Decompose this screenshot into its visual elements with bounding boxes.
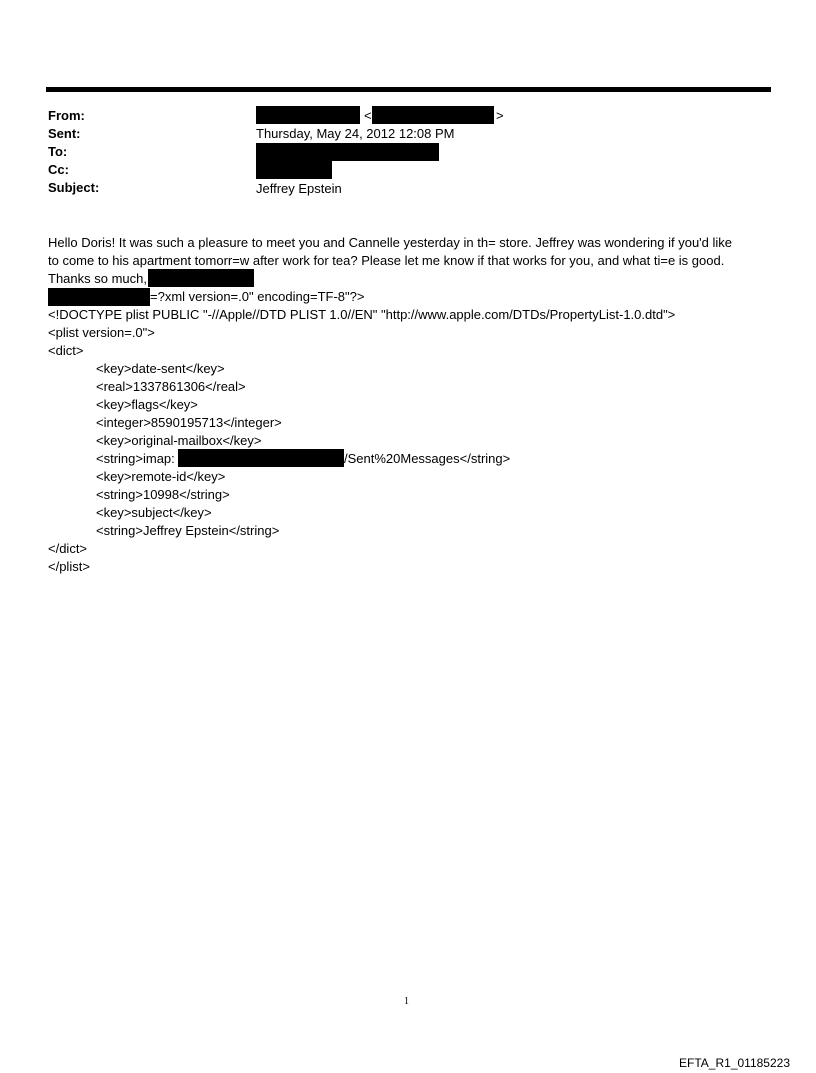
to-label: To: [48,144,68,159]
imap-prefix: <string>imap: [96,451,175,466]
from-close-bracket: > [496,108,504,123]
dict-line: <string>10998</string> [96,487,230,502]
cc-label: Cc: [48,162,69,177]
imap-suffix: /Sent%20Messages</string> [344,451,511,466]
cc-redaction [256,161,332,179]
page-number: 1 [404,996,409,1007]
dict-line: <integer>8590195713</integer> [96,415,282,430]
body-line-3: Thanks so much, [48,271,147,286]
dict-line: <key>original-mailbox</key> [96,433,262,448]
doctype-line: <!DOCTYPE plist PUBLIC "-//Apple//DTD PLIST 1.0//EN" "http://www.apple.com/DTDs/PropertyList-1.0.dtd"> [48,307,676,322]
plist-close-tag: </plist> [48,559,90,574]
from-email-redaction [372,106,494,124]
from-open-bracket: < [364,108,372,123]
sent-value: Thursday, May 24, 2012 12:08 PM [256,126,455,141]
dict-line: <key>subject</key> [96,505,212,520]
body-line-2: to come to his apartment tomorr=w after work for tea? Please let me know if that works for you, and what ti=e is good. [48,253,725,268]
document-id: EFTA_R1_01185223 [679,1056,790,1070]
dict-line: <key>remote-id</key> [96,469,226,484]
dict-line: <key>date-sent</key> [96,361,225,376]
from-name-redaction [256,106,360,124]
dict-line: <real>1337861306</real> [96,379,246,394]
to-redaction [256,143,439,161]
dict-open-tag: <dict> [48,343,84,358]
header-rule [46,87,771,92]
dict-line: <key>flags</key> [96,397,198,412]
xml-declaration: =?xml version=.0" encoding=TF-8"?> [150,289,365,304]
signature-redaction [148,269,254,287]
subject-value: Jeffrey Epstein [256,181,342,196]
xml-prefix-redaction [48,288,150,306]
dict-line: <string>Jeffrey Epstein</string> [96,523,280,538]
subject-label: Subject: [48,180,100,195]
plist-open-tag: <plist version=.0"> [48,325,155,340]
dict-close-tag: </dict> [48,541,88,556]
body-line-1: Hello Doris! It was such a pleasure to meet you and Cannelle yesterday in th= store. Jeffrey was wondering if you'd like [48,235,733,250]
imap-account-redaction [178,449,344,467]
sent-label: Sent: [48,126,81,141]
from-label: From: [48,108,85,123]
